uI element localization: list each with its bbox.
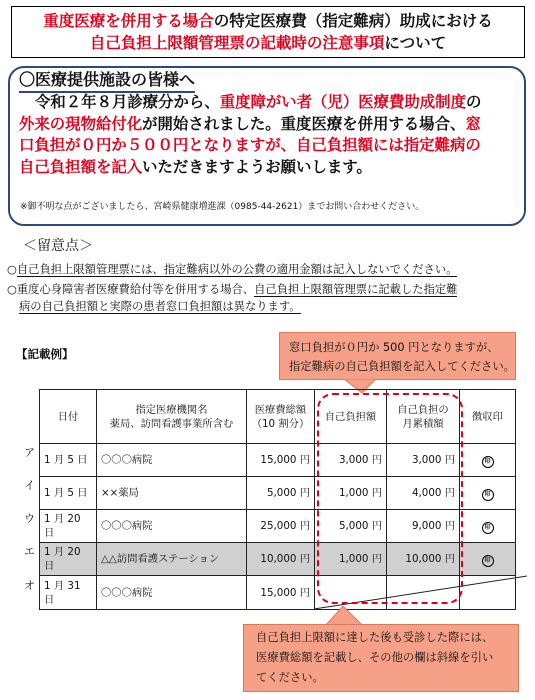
notice-heading: 〇医療提供施設の皆様へ <box>19 70 195 93</box>
seal-stamp-icon: 印 <box>482 489 494 501</box>
table-row: 1 月 5 日 ××薬局 5,000 円 1,000 円 4,000 円 印 <box>40 477 516 510</box>
header-cumulative: 自己負担の 月累積額 <box>387 390 460 444</box>
table-row: 1 月 20 日 〇〇〇病院 25,000 円 5,000 円 9,000 円 印 <box>40 510 516 543</box>
points-heading: ＜留意点＞ <box>23 238 93 254</box>
row-letter: ウ <box>24 512 35 525</box>
header-total: 医療費総額 （10 割分） <box>247 390 315 444</box>
seal-stamp-icon: 印 <box>482 456 494 468</box>
header-self: 自己負担額 <box>315 390 387 444</box>
contact-note: ※御不明な点がございましたら、宮崎県健康増進課（0985-44-2621）までお問い合わせください。 <box>20 202 425 212</box>
row-letter: エ <box>24 545 35 558</box>
row-letter: オ <box>24 579 35 592</box>
callout-top: 窓口負担が０円か 500 円となりますが、 指定難病の自己負担額を記入してください。 <box>279 332 516 380</box>
table-row: 1 月 5 日 〇〇〇病院 15,000 円 3,000 円 3,000 円 印 <box>40 444 516 477</box>
header-facility: 指定医療機関名 薬局、訪問看護事業所含む <box>97 390 247 444</box>
header-stamp: 徴収印 <box>460 390 516 444</box>
row-letter: ア <box>24 446 35 459</box>
notice-body: 令和２年８月診療分から、重度障がい者（児）医療費助成制度の 外来の現物給付化が開始されました。重度医療を併用する場合、窓 口負担が０円か５００円となりますが、自己負担額には指定難病の 自己負担額を記入いただきますようお願いします。 <box>19 93 482 176</box>
highlight-frame <box>317 393 463 604</box>
table-row: 1 月 31 日 〇〇〇病院 15,000 円 <box>40 576 516 610</box>
title-line-1: 重度医療を併用する場合の特定医療費（指定難病）助成における <box>43 12 493 30</box>
seal-stamp-icon: 印 <box>482 522 494 534</box>
callout-bottom: 自己負担上限額に達した後も受診した際には、 医療費総額を記載し、その他の欄は斜線を引い てください。 <box>243 624 519 692</box>
callout-bottom-pointer <box>303 606 373 626</box>
header-date: 日付 <box>40 390 97 444</box>
title-line-2: 自己負担上限額管理票の記載時の注意事項について <box>89 34 447 52</box>
example-label: 【記載例】 <box>16 347 74 361</box>
seal-stamp-icon: 印 <box>482 555 494 567</box>
row-letter: イ <box>24 479 35 492</box>
table-row: 1 月 20 日 △△訪問看護ステーション 10,000 円 1,000 円 10,000 円 印 <box>40 543 516 576</box>
point-2: ○重度心身障害者医療費給付等を併用する場合、自己負担上限額管理票に記載した指定難 病の自己負担額と実際の患者窓口負担額は異なります。 <box>7 283 458 313</box>
point-1: ○自己負担上限額管理票には、指定難病以外の公費の適用金額は記入しないでください。 <box>7 263 458 276</box>
